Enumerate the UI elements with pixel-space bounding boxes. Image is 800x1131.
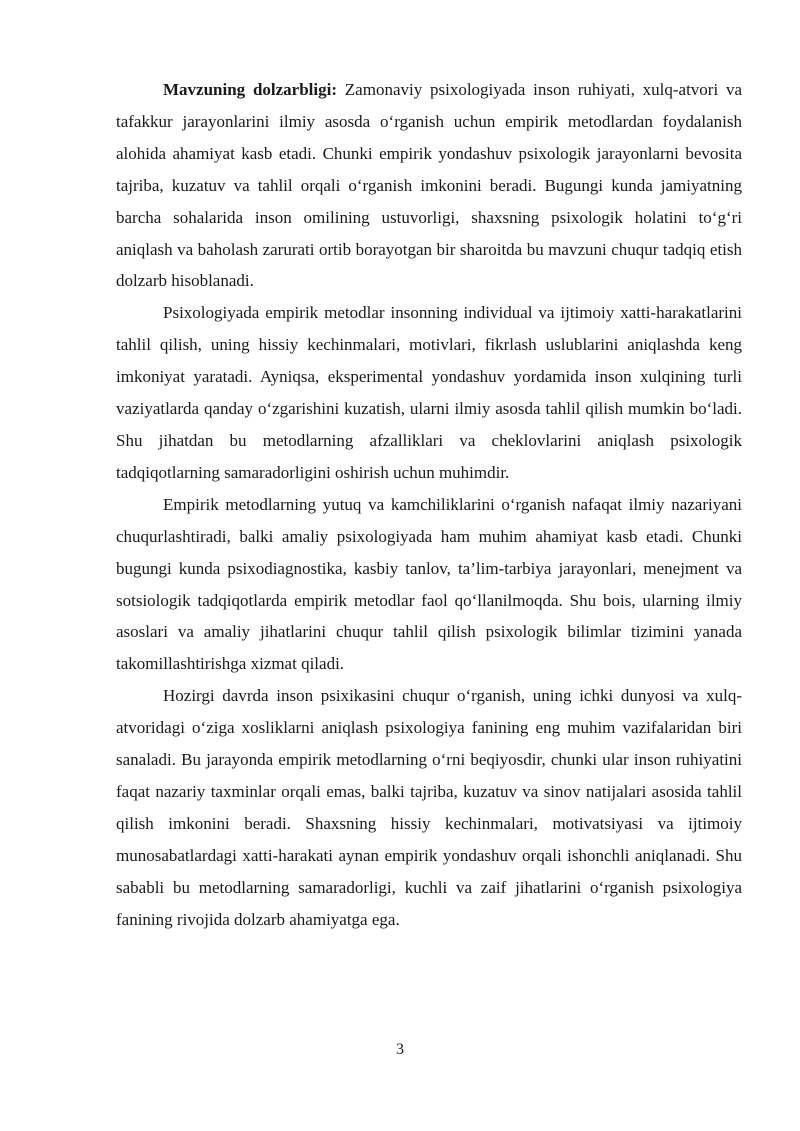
body-text — [116, 74, 742, 935]
paragraph-heading: Mavzuning dolzarbligi: — [163, 80, 338, 99]
paragraph-text: Zamonaviy psixologiyada inson ruhiyati, xulq-atvori va tafakkur jarayonlarini ilmiy asosda o‘rganish uchun empirik metodlardan foydalanish alohida ahamiyat kasb etadi. Chunki empirik yondashuv psixologik jarayonlarni bevosita tajriba, kuzatuv va tahlil orqali o‘rganish imkonini beradi. Bugungi kunda jamiyatning barcha sohalarida inson omilining ustuvorligi, shaxsning psixologik holatini to‘g‘ri aniqlash va baholash zarurati ortib borayotgan bir sharoitda bu mavzuni chuqur tadqiq etish dolzarb hisoblanadi. — [116, 80, 742, 291]
paragraph: Psixologiyada empirik metodlar insonning individual va ijtimoiy xatti-harakatlarini tahlil qilish, uning hissiy kechinmalari, motivlari, fikrlash uslublarini aniqlashda keng imkoniyat yaratadi. Ayniqsa, eksperimental yondashuv yordamida inson xulqining turli vaziyatlarda qanday o‘zgarishini kuzatish, ularni ilmiy asosda tahlil qilish mumkin bo‘ladi. Shu jihatdan bu metodlarning afzalliklari va cheklovlarini aniqlash psixologik tadqiqotlarning samaradorligini oshirish uchun muhimdir. — [116, 303, 742, 482]
page-number: 3 — [396, 1041, 404, 1058]
paragraph-relevance — [116, 74, 742, 297]
paragraph: Hozirgi davrda inson psixikasini chuqur o‘rganish, uning ichki dunyosi va xulq-atvoridagi o‘ziga xosliklarni aniqlash psixologiya fanining eng muhim vazifalaridan biri sanaladi. Bu jarayonda empirik metodlarning o‘rni beqiyosdir, chunki ular inson ruhiyatini faqat nazariy taxminlar orqali emas, balki tajriba, kuzatuv va sinov natijalari asosida tahlil qilish imkonini beradi. Shaxsning hissiy kechinmalari, motivatsiyasi va ijtimoiy munosabatlardagi xatti-harakati aynan empirik yondashuv orqali ishonchli aniqlanadi. Shu sababli bu metodlarning samaradorligi, kuchli va zaif jihatlarini o‘rganish psixologiya fanining rivojida dolzarb ahamiyatga ega. — [116, 686, 742, 929]
paragraph: Empirik metodlarning yutuq va kamchiliklarini o‘rganish nafaqat ilmiy nazariyani chuqurlashtiradi, balki amaliy psixologiyada ham muhim ahamiyat kasb etadi. Chunki bugungi kunda psixodiagnostika, kasbiy tanlov, ta’lim-tarbiya jarayonlari, menejment va sotsiologik tadqiqotlarda empirik metodlar faol qo‘llanilmoqda. Shu bois, ularning ilmiy asoslari va amaliy jihatlarini chuqur tahlil qilish psixologik bilimlar tizimini yanada takomillashtirishga xizmat qiladi. — [116, 494, 742, 674]
